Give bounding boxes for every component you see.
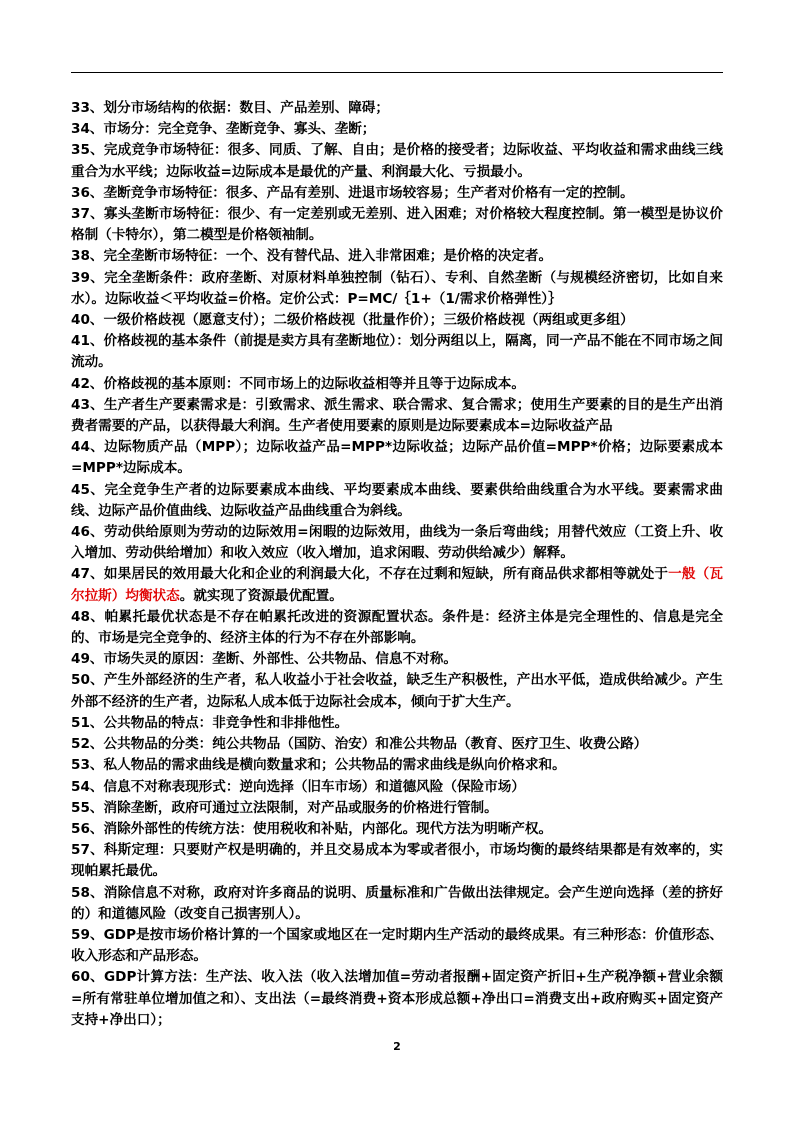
list-item: 51、公共物品的特点：非竞争性和非排他性。	[71, 714, 349, 731]
list-item: 36、垄断竞争市场特征：很多、产品有差别、进退市场较容易；生产者对价格有一定的控制。	[71, 184, 634, 201]
list-item: 50、产生外部经济的生产者，私人收益小于社会收益，缺乏生产积极性，产出水平低，造成供给减少。产生外部不经济的生产者，边际私人成本低于边际社会成本，倾向于扩大生产。	[71, 672, 723, 710]
list-item: 37、寡头垄断市场特征：很少、有一定差别或无差别、进入困难；对价格较大程度控制。第一模型是协议价格制（卡特尔），第二模型是价格领袖制。	[71, 206, 723, 244]
list-item-highlighted	[71, 564, 723, 606]
list-item: 45、完全竞争生产者的边际要素成本曲线、平均要素成本曲线、要素供给曲线重合为水平线。要素需求曲线、边际产品价值曲线、边际收益产品曲线重合为斜线。	[71, 481, 723, 519]
list-item: 49、市场失灵的原因：垄断、外部性、公共物品、信息不对称。	[71, 651, 457, 668]
list-item: 59、GDP是按市场价格计算的一个国家或地区在一定时期内生产活动的最终成果。有三种形态：价值形态、收入形态和产品形态。	[71, 926, 723, 965]
list-item: 54、信息不对称表现形式：逆向选择（旧车市场）和道德风险（保险市场）	[71, 778, 525, 795]
item-text-after: 。就实现了资源最优配置。	[179, 587, 343, 604]
list-item: 40、一级价格歧视（愿意支付）；二级价格歧视（批量作价）；三级价格歧视（两组或更多组）	[71, 312, 634, 329]
list-item: 52、公共物品的分类：纯公共物品（国防、治安）和准公共物品（教育、医疗卫生、收费公路）	[71, 736, 648, 753]
list-item: 42、价格歧视的基本原则：不同市场上的边际收益相等并且等于边际成本。	[71, 375, 525, 392]
header-rule	[71, 72, 723, 73]
list-item: 60、GDP计算方法：生产法、收入法（收入法增加值=劳动者报酬+固定资产折旧+生产税净额+营业余额=所有常驻单位增加值之和）、支出法（=最终消费+资本形成总额+净出口=消费支出+政府购买+固定资产支持+净出口）；	[71, 969, 723, 1028]
list-item: 33、划分市场结构的依据：数目、产品差别、障碍；	[71, 100, 389, 116]
highlighted-term: 一般（瓦尔拉斯）均衡状态	[71, 566, 724, 604]
list-item: 53、私人物品的需求曲线是横向数量求和；公共物品的需求曲线是纵向价格求和。	[71, 757, 566, 774]
page-number: 2	[393, 1040, 401, 1053]
list-item: 35、完成竞争市场特征：很多、同质、了解、自由；是价格的接受者；边际收益、平均收益和需求曲线三线重合为水平线；边际收益=边际成本是最优的产量、利润最大化、亏损最小。	[71, 142, 723, 180]
list-item: 44、边际物质产品（MPP）；边际收益产品=MPP*边际收益；边际产品价值=MPP*价格；边际要素成本=MPP*边际成本。	[71, 439, 723, 477]
list-item: 57、科斯定理：只要财产权是明确的，并且交易成本为零或者很小，市场均衡的最终结果都是有效率的，实现帕累托最优。	[71, 842, 723, 880]
list-item: 34、市场分：完全竞争、垄断竞争、寡头、垄断；	[71, 121, 376, 138]
list-item: 38、完全垄断市场特征：一个、没有替代品、进入非常困难；是价格的决定者。	[71, 248, 553, 265]
list-item: 43、生产者生产要素需求是：引致需求、派生需求、联合需求、复合需求；使用生产要素的目的是生产出消费者需要的产品，以获得最大利润。生产者使用要素的原则是边际要素成本=边际收益产品	[71, 396, 723, 435]
document-body	[71, 98, 723, 1031]
list-item: 48、帕累托最优状态是不存在帕累托改进的资源配置状态。条件是：经济主体是完全理性的、信息是完全的、市场是完全竞争的、经济主体的行为不存在外部影响。	[71, 608, 723, 647]
list-item: 46、劳动供给原则为劳动的边际效用=闲暇的边际效用，曲线为一条后弯曲线；用替代效应（工资上升、收入增加、劳动供给增加）和收入效应（收入增加，追求闲暇、劳动供给减少）解释。	[71, 524, 723, 562]
list-item: 58、消除信息不对称，政府对许多商品的说明、质量标准和广告做出法律规定。会产生逆向选择（差的挤好的）和道德风险（改变自己损害别人）。	[71, 884, 723, 922]
list-item: 55、消除垄断，政府可通过立法限制，对产品或服务的价格进行管制。	[71, 799, 498, 816]
item-text-before: 47、如果居民的效用最大化和企业的利润最大化，不存在过剩和短缺，所有商品供求都相等就处于	[71, 566, 669, 583]
list-item: 56、消除外部性的传统方法：使用税收和补贴，内部化。现代方法为明晰产权。	[71, 820, 553, 837]
list-item: 41、价格歧视的基本条件（前提是卖方具有垄断地位）：划分两组以上，隔离，同一产品不能在不同市场之间流动。	[71, 333, 723, 371]
list-item: 39、完全垄断条件：政府垄断、对原材料单独控制（钻石）、专利、自然垄断（与规模经济密切，比如自来水）。边际收益＜平均收益=价格。定价公式：P=MC/｛1+（1/需求价格弹性）｝	[71, 269, 723, 307]
